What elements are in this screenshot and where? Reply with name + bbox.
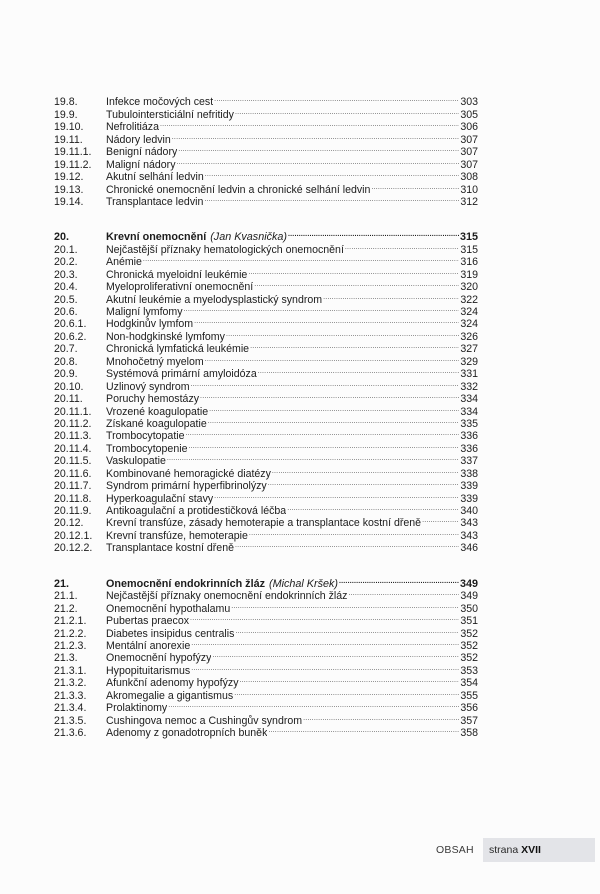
entry-page-number: 326 [460, 330, 478, 343]
dot-leader [191, 377, 460, 389]
dot-leader [194, 315, 459, 327]
entry-page-number: 324 [460, 318, 478, 331]
dot-leader [254, 278, 459, 290]
entry-title: Maligní lymfomy [106, 306, 183, 318]
entry-page-number: 346 [460, 542, 478, 555]
entry-title: Afunkční adenomy hypofýzy [106, 677, 239, 690]
entry-number: 19.8. [54, 96, 78, 109]
entry-page-number: 334 [460, 405, 478, 418]
entry-page-number: 353 [460, 664, 478, 677]
chapter-page-number: 349 [459, 577, 478, 590]
entry-page-number: 305 [460, 108, 478, 121]
entry-title: Chronická lymfatická leukémie [106, 343, 250, 356]
entry-title: Mentální anorexie [106, 639, 191, 652]
entry-title: Akutní selhání ledvin [106, 171, 204, 184]
entry-number: 20.11. [54, 393, 83, 406]
entry-number: 21.2. [54, 602, 78, 615]
dot-leader [268, 724, 459, 736]
entry-number: 21.3. [54, 652, 78, 665]
entry-title: Kombinované hemoragické diatézy [106, 467, 271, 480]
entry-title: Uzlinový syndrom [106, 380, 190, 393]
entry-page-number: 306 [460, 121, 478, 134]
dot-leader [205, 168, 460, 180]
entry-title: Nefrolitiáza [106, 121, 159, 134]
entry-number: 20.6.1. [54, 318, 87, 331]
entry-title: Hypopituitarismus [106, 664, 191, 677]
entry-title: Tubulointersticiální nefritidy [106, 108, 234, 121]
dot-leader [235, 539, 459, 551]
entry-page-number: 339 [460, 480, 478, 493]
entry-number: 20.6.2. [54, 330, 87, 343]
dot-leader [234, 686, 459, 698]
entry-page-number: 335 [460, 417, 478, 430]
dot-leader [143, 253, 459, 265]
entry-title: Mnohočetný myelom [106, 355, 204, 368]
entry-title: Trombocytopatie [106, 430, 185, 443]
chapter-title: Krevní onemocnění [106, 231, 207, 244]
dot-leader [226, 327, 459, 339]
entry-title: Nejčastější příznaky hematologických onemocnění [106, 243, 344, 256]
chapter-title: Onemocnění endokrinních žláz [106, 577, 265, 590]
entry-page-number: 307 [460, 133, 478, 146]
dot-leader [371, 180, 459, 192]
dot-leader [209, 402, 459, 414]
entry-number: 21.3.3. [54, 689, 87, 702]
dot-leader [250, 340, 459, 352]
toc-section [54, 93, 478, 208]
entry-title: Akutní leukémie a myelodysplastický syndrom [106, 293, 323, 306]
dot-leader [268, 477, 460, 489]
entry-page-number: 312 [460, 195, 478, 208]
entry-title: Vrozené koagulopatie [106, 405, 209, 418]
entry-number: 20.7. [54, 343, 78, 356]
dot-leader [172, 130, 460, 142]
chapter-author: (Jan Kvasnička) [210, 231, 288, 244]
dot-leader [287, 502, 459, 514]
entry-page-number: 352 [460, 652, 478, 665]
entry-page-number: 351 [460, 615, 478, 628]
entry-title: Diabetes insipidus centralis [106, 627, 235, 640]
entry-number: 20.12. [54, 517, 84, 530]
dot-leader [168, 699, 459, 711]
entry-page-number: 329 [460, 355, 478, 368]
entry-number: 20.1. [54, 243, 78, 256]
entry-page-number: 331 [460, 368, 478, 381]
entry-number: 21.3.6. [54, 727, 87, 739]
entry-page-number: 315 [460, 243, 478, 256]
dot-leader [240, 674, 460, 686]
dot-leader [248, 265, 459, 277]
entry-page-number: 327 [460, 343, 478, 356]
section-spacer [54, 217, 478, 228]
entry-title: Trombocytopenie [106, 442, 188, 455]
dot-leader [205, 352, 460, 364]
dot-leader [235, 624, 459, 636]
dot-leader [288, 228, 459, 240]
page-footer [0, 838, 600, 862]
entry-title: Transplantace ledvin [106, 195, 204, 208]
entry-title: Onemocnění hypothalamu [106, 602, 231, 615]
entry-number: 20.9. [54, 368, 78, 381]
entry-page-number: 339 [460, 492, 478, 505]
entry-title: Získané koagulopatie [106, 417, 207, 430]
dot-leader [167, 452, 459, 464]
entry-page-number: 324 [460, 306, 478, 318]
entry-number: 21.3.5. [54, 714, 87, 727]
entry-number: 20.11.4. [54, 442, 92, 455]
entry-page-number: 316 [460, 256, 478, 269]
dot-leader [160, 118, 459, 130]
dot-leader [422, 514, 459, 526]
entry-number: 21.3.2. [54, 677, 87, 690]
entry-page-number: 343 [460, 517, 478, 530]
dot-leader [231, 599, 459, 611]
entry-title: Infekce močových cest [106, 96, 214, 109]
entry-number: 20.11.6. [54, 467, 92, 480]
entry-number: 19.11.1. [54, 146, 92, 159]
entry-title: Adenomy z gonadotropních buněk [106, 727, 268, 739]
entry-number: 20.10. [54, 380, 84, 393]
chapter-author: (Michal Kršek) [268, 577, 338, 590]
entry-title: Akromegalie a gigantismus [106, 689, 234, 702]
footer-page-indicator [483, 838, 595, 862]
dot-leader [184, 303, 460, 315]
dot-leader [177, 155, 460, 167]
dot-leader [204, 193, 459, 205]
entry-title: Krevní transfúze, zásady hemoterapie a transplantace kostní dřeně [106, 517, 422, 530]
entry-title: Pubertas praecox [106, 615, 190, 628]
entry-page-number: 357 [460, 714, 478, 727]
entry-title: Maligní nádory [106, 158, 176, 171]
entry-page-number: 307 [460, 158, 478, 171]
entry-page-number: 340 [460, 505, 478, 517]
entry-title: Transplantace kostní dřeně [106, 542, 234, 555]
toc-chapter-row[interactable] [54, 228, 478, 244]
entry-title: Hodgkinův lymfom [106, 318, 194, 331]
table-of-contents [54, 93, 478, 748]
dot-leader [258, 365, 460, 377]
entry-number: 20.12.1. [54, 529, 93, 542]
entry-title: Onemocnění hypofýzy [106, 652, 212, 665]
entry-title: Nádory ledvin [106, 133, 171, 146]
entry-page-number: 354 [460, 677, 478, 690]
entry-title: Chronické onemocnění ledvin a chronické selhání ledvin [106, 183, 371, 196]
entry-page-number: 343 [460, 529, 478, 542]
entry-number: 20.5. [54, 293, 78, 306]
entry-number: 20.2. [54, 256, 78, 269]
entry-page-number: 334 [460, 393, 478, 406]
entry-title: Nejčastější příznaky onemocnění endokrinních žláz [106, 590, 348, 603]
entry-page-number: 356 [460, 702, 478, 715]
entry-number: 21.1. [54, 590, 78, 603]
dot-leader [348, 587, 459, 599]
dot-leader [178, 143, 459, 155]
dot-leader [208, 415, 460, 427]
dot-leader [249, 526, 459, 538]
dot-leader [303, 711, 459, 723]
footer-section-label: OBSAH [436, 844, 474, 856]
dot-leader [190, 612, 459, 624]
entry-page-number: 307 [460, 146, 478, 159]
dot-leader [212, 649, 459, 661]
entry-number: 19.14. [54, 195, 84, 208]
entry-number: 19.13. [54, 183, 84, 196]
entry-page-number: 319 [460, 268, 478, 281]
dot-leader [214, 93, 459, 105]
dot-leader [188, 439, 459, 451]
toc-chapter-row[interactable] [54, 574, 478, 590]
entry-title: Hyperkoagulační stavy [106, 492, 214, 505]
dot-leader [200, 390, 459, 402]
toc-section [54, 574, 478, 739]
entry-number: 20.6. [54, 306, 78, 318]
entry-title: Krevní transfúze, hemoterapie [106, 529, 248, 542]
entry-number: 20.8. [54, 355, 78, 368]
entry-title: Benigní nádory [106, 146, 178, 159]
entry-number: 20.11.5. [54, 455, 92, 468]
entry-page-number: 355 [460, 689, 478, 702]
toc-entry-row[interactable] [54, 93, 478, 109]
entry-number: 20.12.2. [54, 542, 93, 555]
chapter-page-number: 315 [459, 231, 478, 244]
entry-title: Poruchy hemostázy [106, 393, 200, 406]
dot-leader [191, 661, 459, 673]
entry-page-number: 338 [460, 467, 478, 480]
entry-number: 19.11. [54, 133, 83, 146]
entry-page-number: 352 [460, 627, 478, 640]
dot-leader [214, 489, 459, 501]
entry-page-number: 332 [460, 380, 478, 393]
entry-page-number: 308 [460, 171, 478, 184]
entry-title: Prolaktinomy [106, 702, 168, 715]
chapter-title-wrap [106, 578, 338, 590]
entry-number: 20.4. [54, 281, 78, 294]
entry-number: 20.11.1. [54, 405, 92, 418]
entry-number: 20.11.8. [54, 492, 92, 505]
entry-number: 21.3.1. [54, 664, 87, 677]
entry-number: 19.11.2. [54, 158, 92, 171]
entry-number: 21.2.2. [54, 627, 87, 640]
entry-page-number: 336 [460, 442, 478, 455]
entry-number: 21.2.3. [54, 639, 87, 652]
entry-number: 21.2.1. [54, 615, 87, 628]
entry-number: 21.3.4. [54, 702, 87, 715]
chapter-number: 21. [54, 577, 70, 590]
chapter-number: 20. [54, 231, 70, 244]
entry-title: Myeloproliferativní onemocnění [106, 281, 254, 294]
entry-page-number: 322 [460, 293, 478, 306]
footer-page-number: XVII [521, 844, 541, 856]
dot-leader [339, 574, 459, 586]
entry-title: Systémová primární amyloidóza [106, 368, 257, 381]
entry-page-number: 310 [460, 183, 478, 196]
entry-number: 20.3. [54, 268, 78, 281]
dot-leader [235, 105, 459, 117]
entry-page-number: 336 [460, 430, 478, 443]
dot-leader [186, 427, 460, 439]
chapter-title-wrap [106, 231, 287, 243]
entry-number: 19.10. [54, 121, 84, 134]
dot-leader [272, 464, 459, 476]
entry-number: 20.11.2. [54, 417, 92, 430]
entry-page-number: 337 [460, 455, 478, 468]
entry-title: Vaskulopatie [106, 455, 166, 468]
footer-page-prefix: strana [489, 844, 519, 856]
entry-number: 20.11.3. [54, 430, 92, 443]
entry-title: Antikoagulační a protidestičková léčba [106, 505, 287, 517]
entry-page-number: 303 [460, 96, 478, 109]
entry-title: Anémie [106, 256, 142, 269]
entry-page-number: 349 [460, 590, 478, 603]
toc-section [54, 228, 478, 555]
dot-leader [191, 637, 459, 649]
entry-number: 20.11.7. [54, 480, 92, 493]
entry-number: 19.12. [54, 171, 84, 184]
entry-title: Syndrom primární hyperfibrinolýzy [106, 480, 267, 493]
section-spacer [54, 563, 478, 574]
entry-title: Non-hodgkinské lymfomy [106, 330, 225, 343]
dot-leader [323, 290, 459, 302]
entry-page-number: 358 [460, 727, 478, 739]
entry-page-number: 320 [460, 281, 478, 294]
entry-number: 19.9. [54, 108, 78, 121]
entry-title: Chronická myeloidní leukémie [106, 268, 248, 281]
entry-title: Cushingova nemoc a Cushingův syndrom [106, 714, 303, 727]
entry-page-number: 350 [460, 602, 478, 615]
entry-page-number: 352 [460, 639, 478, 652]
entry-number: 20.11.9. [54, 505, 92, 517]
dot-leader [345, 240, 459, 252]
